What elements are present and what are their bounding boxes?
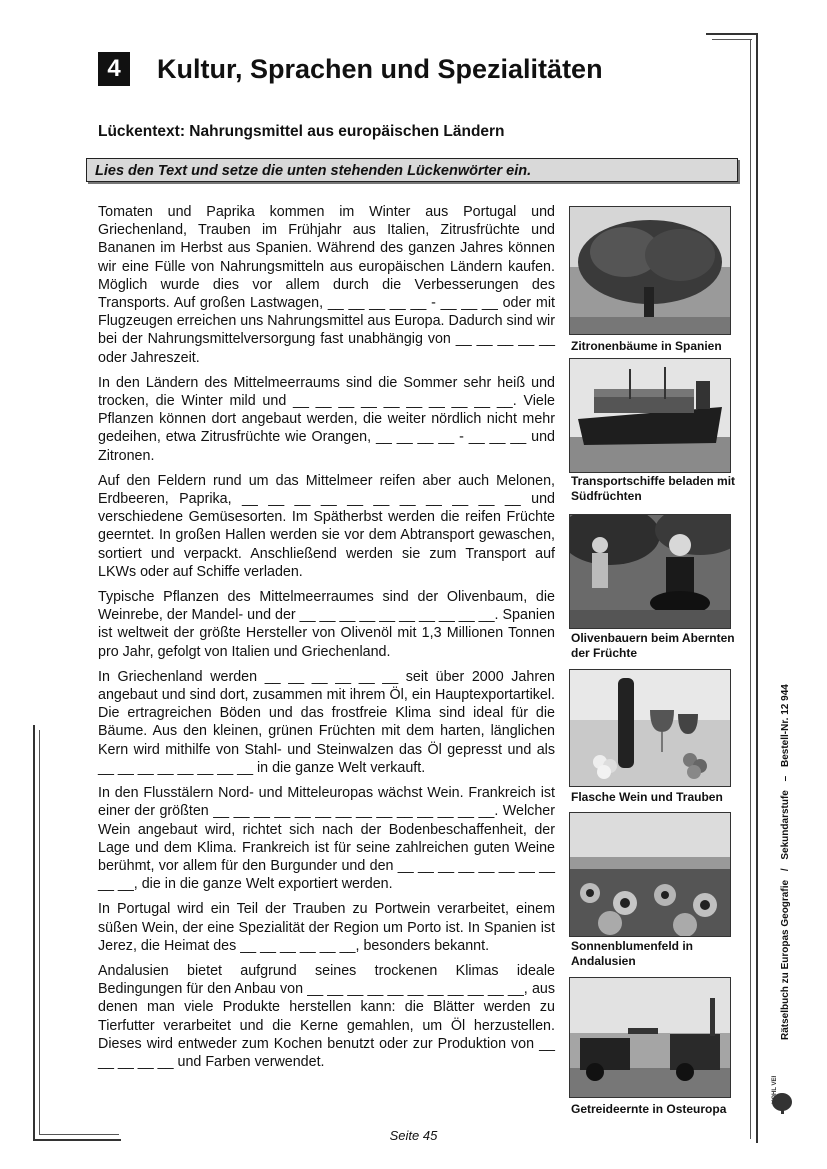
ship-photo	[569, 358, 731, 473]
frame-left-line-inner	[39, 730, 40, 1135]
photo-caption: Getreideernte in Osteuropa	[571, 1102, 727, 1116]
side-separator: –	[780, 775, 791, 782]
farmers-photo	[569, 514, 731, 629]
frame-left-line	[33, 725, 35, 1141]
paragraph: In Portugal wird ein Teil der Trauben zu Portwein verarbeitet, einem süßen Wein, der eine Spezialität der Region um Porto ist. In Spanien ist Jerez, die Heimat des __ __ __ __ __ __, besonders bekannt.	[98, 901, 555, 954]
frame-corner-top-inner	[712, 39, 752, 40]
photo-caption: Zitronenbäume in Spanien	[571, 339, 722, 353]
tree-photo	[569, 206, 731, 335]
exercise-subtitle: Lückentext: Nahrungsmittel aus europäischen Ländern	[98, 123, 505, 140]
paragraph: Andalusien bietet aufgrund seines trockenen Klimas ideale Bedingungen für den Anbau von __ __ __ __ __ __ __ __ __ __ __, aus denen man viele Produkte herstellen kann: die Blätter werden zu Tierfutter verarbeitet und die Kerne gemahlen, um Öl herzustellen. Dieses wird entweder zum Kochen benutzt oder zur Produktion von __ __ __ __ __ und Farben verwendet.	[98, 962, 555, 1070]
harvest-photo	[569, 977, 731, 1098]
page-number: Seite 45	[389, 1128, 438, 1143]
text-column	[98, 203, 555, 1078]
side-book-title: Rätselbuch zu Europas Geografie	[780, 879, 791, 1040]
photo-caption: Olivenbauern beim Abernten der Früchte	[571, 631, 735, 660]
side-separator: /	[780, 868, 791, 872]
instruction-text: Lies den Text und setze die unten stehenden Lückenwörter ein.	[95, 163, 532, 179]
chapter-title: Kultur, Sprachen und Spezialitäten	[157, 54, 603, 84]
frame-right-line-inner	[750, 39, 751, 1139]
paragraph: In den Ländern des Mittelmeerraums sind die Sommer sehr heiß und trocken, die Winter mild und __ __ __ __ __ __ __ __ __ __. Viele Pflanzen können dort angebaut werden, die weiter nördlich nicht mehr gedeihen, etwa Zitrusfrüchte wie Orangen, __ __ __ __ - __ __ __ und Zitronen.	[98, 374, 555, 464]
chapter-number: 4	[98, 52, 130, 86]
paragraph: Auf den Feldern rund um das Mittelmeer reifen aber auch Melonen, Erdbeeren, Paprika, __ __ __ __ __ __ __ __ __ __ __ und verschiedene Gemüsesorten. Im Spätherbst werden die reifen Früchte geerntet. In großen Hallen werden sie vor dem Abtransport gewaschen, sortiert und verpackt. Anschließend werden sie zum Transport auf LKWs oder auf Schiffe verladen.	[98, 472, 555, 580]
side-level: Sekundarstufe	[780, 790, 791, 860]
publisher-logo	[768, 1076, 800, 1116]
photo-caption: Sonnenblumenfeld in Andalusien	[571, 939, 693, 968]
paragraph: Tomaten und Paprika kommen im Winter aus Portugal und Griechenland, Trauben im Frühjahr aus Italien, Zitrusfrüchte und Bananen im Herbst aus Spanien. Während des ganzen Jahres können wir eine Fülle von Nahrungsmitteln aus europäischen Ländern kaufen. Möglich wurde dies vor allem durch die Verbesserungen des Transports. Auf großen Lastwagen, __ __ __ __ __ - __ __ __ oder mit Flugzeugen erreichen uns Nahrungsmittel aus Europa. Dadurch sind wir bei der Nahrungsmittelversorgung fast unabhängig von __ __ __ __ __ oder Jahreszeit.	[98, 204, 555, 366]
paragraph: Typische Pflanzen des Mittelmeerraumes sind der Olivenbaum, die Weinrebe, der Mandel- und der __ __ __ __ __ __ __ __ __ __. Spanien ist weltweit der größte Hersteller von Olivenöl mit 1,3 Millionen Tonnen pro Jahr, gefolgt von Italien und Griechenland.	[98, 589, 555, 660]
frame-right-line	[756, 33, 758, 1143]
sunflower-photo	[569, 812, 731, 937]
side-imprint	[780, 660, 791, 1040]
side-order-number: Bestell-Nr. 12 944	[780, 684, 791, 768]
frame-corner-top	[706, 33, 758, 35]
instruction-box	[86, 158, 738, 182]
paragraph: In Griechenland werden __ __ __ __ __ __ seit über 2000 Jahren angebaut und sind dort, zusammen mit ihrem Öl, ein Hauptexportartikel. Die ertragreichen Böden und das frostfreie Klima sind ideal für die Bäume. Aus den kleinen, grünen Früchten mit dem harten, länglichen Kern wird mithilfe von Stahl- und Steinwalzen das Öl gepresst und als __ __ __ __ __ __ __ __ in die ganze Welt verkauft.	[98, 668, 555, 776]
paragraph: In den Flusstälern Nord- und Mitteleuropas wächst Wein. Frankreich ist einer der größten __ __ __ __ __ __ __ __ __ __ __ __ __ __. Welcher Wein angebaut wird, richtet sich nach der Bodenbeschaffenheit, der Lage und dem Klima. Frankreich ist für seine zahlreichen guten Weine berühmt, vor allem für den Burgunder und den __ __ __ __ __ __ __ __ __ __, die in die ganze Welt exportiert werden.	[98, 785, 555, 893]
wine-photo	[569, 669, 731, 787]
photo-caption: Transportschiffe beladen mit Südfrüchten	[571, 474, 736, 503]
publisher-name: KOHL VERLAG	[772, 1076, 778, 1104]
photo-caption: Flasche Wein und Trauben	[571, 790, 723, 804]
